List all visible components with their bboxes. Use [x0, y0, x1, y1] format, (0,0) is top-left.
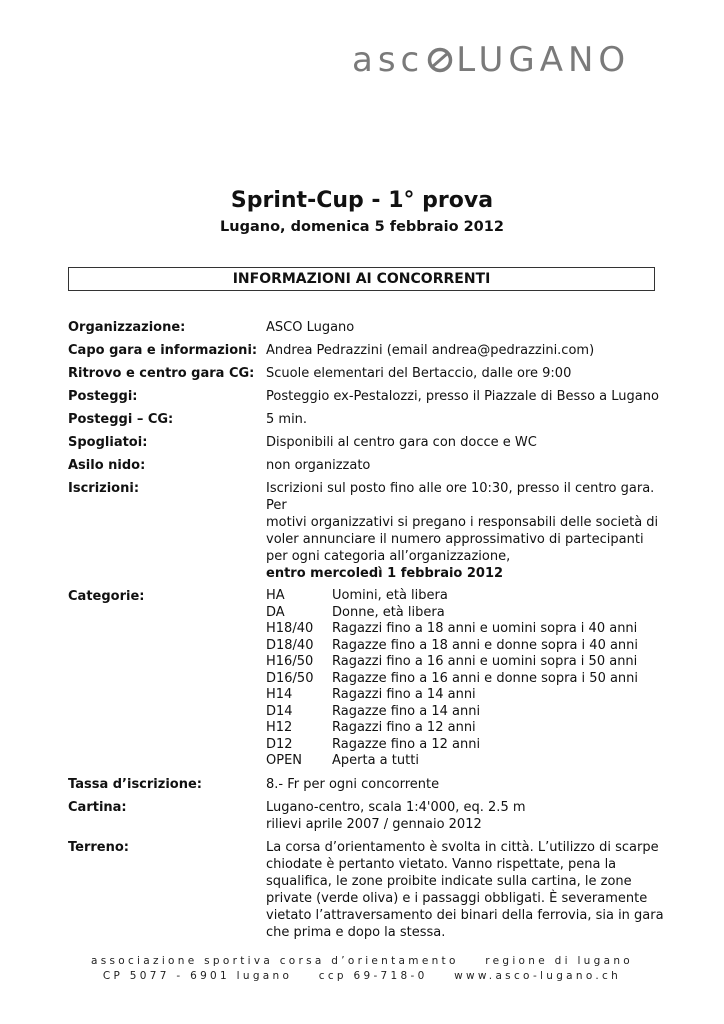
category-desc: Ragazzi fino a 18 anni e uomini sopra i 40 anni: [332, 621, 638, 636]
category-code: D12: [266, 736, 293, 752]
label-tassa: Tassa d’iscrizione:: [68, 776, 202, 792]
row-iscrizioni: [68, 480, 668, 582]
row-capo-gara: [68, 342, 668, 359]
category-code: D14: [266, 703, 293, 719]
logo-text-left: asc: [352, 40, 425, 80]
category-code: D18/40: [266, 637, 314, 653]
value-asilo: non organizzato: [266, 458, 371, 473]
iscrizioni-line: per ogni categoria all’organizzazione,: [266, 549, 511, 564]
category-desc: Ragazze fino a 16 anni e donne sopra i 50 anni: [332, 670, 639, 686]
category-desc: Donne, età libera: [332, 604, 445, 620]
category-code: H14: [266, 687, 293, 702]
terreno-line: chiodate è pertanto vietato. Vanno rispettate, pena la: [266, 856, 617, 872]
info-table: [68, 319, 668, 947]
label-iscrizioni: Iscrizioni:: [68, 481, 140, 496]
page-subtitle: Lugano, domenica 5 febbraio 2012: [220, 219, 504, 235]
value-organizzazione: ASCO Lugano: [266, 320, 355, 335]
value-cartina: [266, 799, 668, 833]
label-posteggi: Posteggi:: [68, 389, 138, 404]
category-code: H16/50: [266, 654, 314, 669]
terreno-line: private (verde oliva) e i passaggi obbligati. È severamente: [266, 890, 648, 906]
label-organizzazione: Organizzazione:: [68, 320, 186, 335]
label-posteggi-cg: Posteggi – CG:: [68, 412, 174, 427]
label-cartina: Cartina:: [68, 799, 127, 815]
category-item: [266, 753, 668, 770]
category-item: [266, 737, 668, 754]
iscrizioni-line: motivi organizzativi si pregano i responsabili delle società di: [266, 515, 659, 530]
category-code: DA: [266, 604, 285, 620]
terreno-line: La corsa d’orientamento è svolta in città. L’utilizzo di scarpe: [266, 839, 659, 855]
value-capo-gara: Andrea Pedrazzini (email andrea@pedrazzini.com): [266, 343, 595, 358]
value-posteggi: Posteggio ex-Pestalozzi, presso il Piazzale di Besso a Lugano: [266, 389, 659, 404]
category-desc: Ragazze fino a 12 anni: [332, 736, 481, 752]
category-item: [266, 704, 668, 721]
row-organizzazione: [68, 319, 668, 336]
footer-contact: CP 5077 - 6901 lugano ccp 69-718-0 www.asco-lugano.ch: [102, 970, 622, 982]
value-posteggi-cg: 5 min.: [266, 412, 308, 427]
terreno-line: che prima e dopo la stessa.: [266, 924, 446, 940]
category-item: [266, 687, 668, 704]
category-desc: Ragazze fino a 18 anni e donne sopra i 40 anni: [332, 637, 639, 653]
category-desc: Ragazzi fino a 16 anni e uomini sopra i 50 anni: [332, 654, 638, 669]
row-tassa: [68, 776, 668, 793]
category-code: H18/40: [266, 621, 314, 636]
row-posteggi: [68, 388, 668, 405]
label-spogliatoi: Spogliatoi:: [68, 435, 148, 450]
value-iscrizioni: [266, 480, 668, 582]
label-categorie: Categorie:: [68, 589, 145, 604]
category-desc: Uomini, età libera: [332, 588, 448, 603]
row-spogliatoi: [68, 434, 668, 451]
category-item: [266, 638, 668, 655]
terreno-line: squalifica, le zone proibite indicate sulla cartina, le zone: [266, 873, 632, 889]
category-item: [266, 605, 668, 622]
section-banner: INFORMAZIONI AI CONCORRENTI: [68, 267, 655, 291]
label-asilo: Asilo nido:: [68, 458, 146, 473]
logo-text-right: LUGANO: [456, 40, 631, 80]
category-item: [266, 588, 668, 605]
iscrizioni-deadline: entro mercoledì 1 febbraio 2012: [266, 566, 504, 581]
category-desc: Ragazzi fino a 14 anni: [332, 687, 476, 702]
page-title: Sprint-Cup - 1° prova: [230, 188, 494, 213]
row-cartina: [68, 799, 668, 833]
row-asilo: [68, 457, 668, 474]
asco-lugano-logo: [352, 40, 662, 80]
terreno-line: vietato l’attraversamento dei binari della ferrovia, sia in gara: [266, 907, 664, 923]
value-spogliatoi: Disponibili al centro gara con docce e WC: [266, 435, 537, 450]
label-terreno: Terreno:: [68, 839, 129, 855]
category-item: [266, 720, 668, 737]
row-posteggi-cg: [68, 411, 668, 428]
row-terreno: [68, 839, 668, 941]
row-categorie: [68, 588, 668, 770]
category-desc: Ragazzi fino a 12 anni: [332, 720, 476, 735]
iscrizioni-line: Iscrizioni sul posto fino alle ore 10:30, presso il centro gara. Per: [266, 481, 655, 513]
label-ritrovo: Ritrovo e centro gara CG:: [68, 366, 255, 381]
label-capo-gara: Capo gara e informazioni:: [68, 343, 258, 358]
footer-association: associazione sportiva corsa d’orientamento regione di lugano: [90, 955, 634, 967]
category-item: [266, 671, 668, 688]
cartina-line: Lugano-centro, scala 1:4'000, eq. 2.5 m: [266, 799, 526, 815]
category-desc: Aperta a tutti: [332, 753, 419, 768]
iscrizioni-line: voler annunciare il numero approssimativo di partecipanti: [266, 532, 644, 547]
category-list: [266, 588, 668, 770]
category-code: D16/50: [266, 670, 314, 686]
row-ritrovo: [68, 365, 668, 382]
value-ritrovo: Scuole elementari del Bertaccio, dalle ore 9:00: [266, 366, 572, 381]
category-desc: Ragazze fino a 14 anni: [332, 703, 481, 719]
category-code: HA: [266, 588, 285, 603]
value-terreno: [266, 839, 668, 941]
category-item: [266, 654, 668, 671]
category-code: H12: [266, 720, 293, 735]
category-item: [266, 621, 668, 638]
compass-icon: [427, 47, 453, 73]
value-tassa: 8.- Fr per ogni concorrente: [266, 776, 440, 792]
cartina-line: rilievi aprile 2007 / gennaio 2012: [266, 816, 482, 832]
category-code: OPEN: [266, 753, 303, 768]
